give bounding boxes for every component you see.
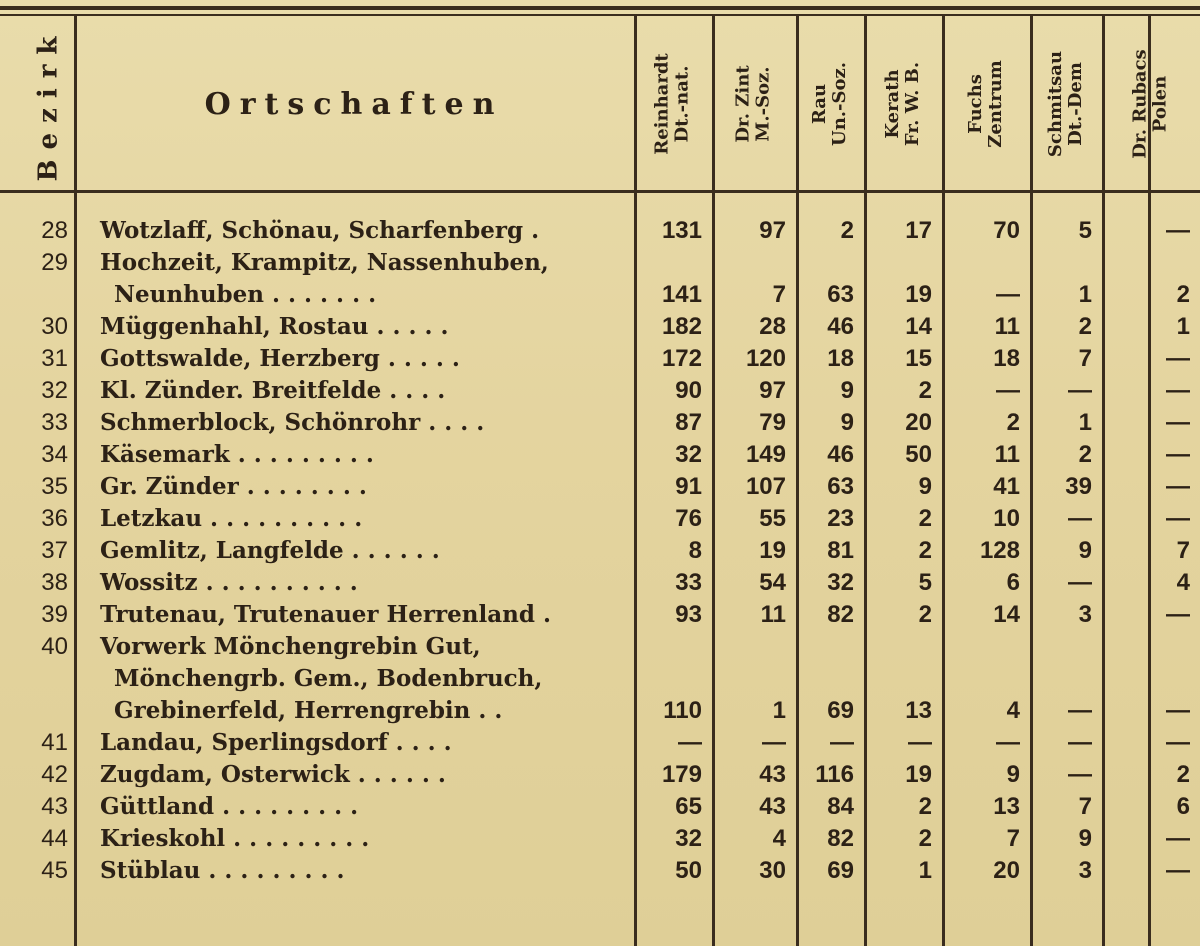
place-name: Vorwerk Mönchengrebin Gut, bbox=[100, 633, 481, 660]
bezirk-number: 37 bbox=[41, 537, 68, 564]
vote-count: — bbox=[1068, 729, 1092, 756]
vote-count: 131 bbox=[661, 217, 702, 244]
vote-count: 87 bbox=[675, 409, 702, 436]
vote-count: 14 bbox=[993, 601, 1020, 628]
column-header-line: Rau bbox=[809, 83, 831, 125]
column-header-line: Un.-Soz. bbox=[829, 61, 851, 147]
place-name: Gemlitz, Langfelde . . . . . . bbox=[100, 537, 440, 564]
place-name: Trutenau, Trutenauer Herrenland . bbox=[100, 601, 551, 628]
vote-count: 9 bbox=[840, 409, 854, 436]
column-divider bbox=[1030, 14, 1033, 946]
column-header-line: Polen bbox=[1150, 75, 1171, 133]
bezirk-number: 42 bbox=[41, 761, 68, 788]
column-divider bbox=[1102, 14, 1105, 946]
vote-count: 46 bbox=[827, 441, 854, 468]
vote-count: 4 bbox=[1006, 697, 1020, 724]
vote-count: 179 bbox=[661, 761, 702, 788]
vote-count: — bbox=[1068, 569, 1092, 596]
column-header-text bbox=[966, 60, 1006, 148]
vote-count: 1 bbox=[1078, 409, 1092, 436]
place-name: Letzkau . . . . . . . . . . bbox=[100, 505, 363, 532]
vote-count: 9 bbox=[918, 473, 932, 500]
column-header-line: Dt.-Dem bbox=[1065, 62, 1087, 146]
vote-count: — bbox=[1068, 377, 1092, 404]
vote-count: 7 bbox=[1006, 825, 1020, 852]
place-name: Mönchengrb. Gem., Bodenbruch, bbox=[114, 665, 543, 692]
bezirk-number: 34 bbox=[41, 441, 68, 468]
header-bezirk-label: Bezirk bbox=[33, 26, 63, 182]
vote-count: 90 bbox=[675, 377, 702, 404]
vote-count: 2 bbox=[918, 505, 932, 532]
column-header-line: Fr. W. B. bbox=[902, 61, 924, 147]
vote-count: 84 bbox=[827, 793, 854, 820]
vote-count: 20 bbox=[993, 857, 1020, 884]
bezirk-number: 39 bbox=[41, 601, 68, 628]
column-header-line: Fuchs bbox=[965, 74, 987, 134]
bezirk-number: 32 bbox=[41, 377, 68, 404]
column-header bbox=[800, 20, 860, 188]
column-header bbox=[716, 20, 792, 188]
vote-count: 172 bbox=[661, 345, 702, 372]
place-name: Stüblau . . . . . . . . . bbox=[100, 857, 345, 884]
vote-count: 82 bbox=[827, 825, 854, 852]
vote-count: 41 bbox=[993, 473, 1020, 500]
vote-count: 9 bbox=[1078, 537, 1092, 564]
vote-count: 7 bbox=[1078, 793, 1092, 820]
column-header-line: Zentrum bbox=[985, 60, 1007, 148]
vote-count: 69 bbox=[827, 697, 854, 724]
bezirk-number: 41 bbox=[41, 729, 68, 756]
vote-count: 19 bbox=[905, 761, 932, 788]
column-header-text bbox=[810, 62, 850, 146]
place-name: Gr. Zünder . . . . . . . . bbox=[100, 473, 367, 500]
vote-count: 7 bbox=[1176, 537, 1190, 564]
vote-count: 7 bbox=[1078, 345, 1092, 372]
vote-count: 81 bbox=[827, 537, 854, 564]
vote-count: 91 bbox=[675, 473, 702, 500]
place-name: Gottswalde, Herzberg . . . . . bbox=[100, 345, 460, 372]
vote-count: 182 bbox=[661, 313, 702, 340]
vote-count: — bbox=[830, 729, 854, 756]
vote-count: 11 bbox=[760, 601, 786, 628]
vote-count: 10 bbox=[993, 505, 1020, 532]
vote-count: 19 bbox=[759, 537, 786, 564]
vote-count: 6 bbox=[1006, 569, 1020, 596]
vote-count: — bbox=[1068, 505, 1092, 532]
vote-count: 2 bbox=[1078, 441, 1092, 468]
place-name: Wossitz . . . . . . . . . . bbox=[100, 569, 358, 596]
vote-count: 4 bbox=[772, 825, 786, 852]
bezirk-number: 45 bbox=[41, 857, 68, 884]
vote-count: — bbox=[996, 281, 1020, 308]
place-name: Schmerblock, Schönrohr . . . . bbox=[100, 409, 485, 436]
bezirk-number: 33 bbox=[41, 409, 68, 436]
vote-count: 93 bbox=[675, 601, 702, 628]
vote-count: 2 bbox=[918, 377, 932, 404]
column-header bbox=[868, 20, 938, 188]
column-divider bbox=[712, 14, 715, 946]
column-divider bbox=[634, 14, 637, 946]
vote-count: 107 bbox=[745, 473, 786, 500]
vote-count: 110 bbox=[663, 697, 702, 724]
vote-count: 1 bbox=[918, 857, 932, 884]
vote-count: 32 bbox=[827, 569, 854, 596]
column-divider bbox=[864, 14, 867, 946]
place-name: Grebinerfeld, Herrengrebin . . bbox=[114, 697, 503, 724]
top-rule-thin bbox=[0, 14, 1200, 16]
vote-count: — bbox=[1166, 377, 1190, 404]
vote-count: 33 bbox=[675, 569, 702, 596]
bezirk-number: 31 bbox=[41, 345, 68, 372]
vote-count: 69 bbox=[827, 857, 854, 884]
vote-count: 1 bbox=[1176, 313, 1190, 340]
vote-count: 9 bbox=[1078, 825, 1092, 852]
vote-count: 65 bbox=[675, 793, 702, 820]
vote-count: — bbox=[1166, 345, 1190, 372]
bezirk-number: 29 bbox=[41, 249, 68, 276]
column-header-text bbox=[653, 53, 693, 154]
vote-count: 2 bbox=[840, 217, 854, 244]
vote-count: 2 bbox=[1176, 281, 1190, 308]
vote-count: — bbox=[762, 729, 786, 756]
vote-count: 23 bbox=[827, 505, 854, 532]
vote-count: — bbox=[1166, 217, 1190, 244]
bezirk-number: 28 bbox=[41, 217, 68, 244]
place-name: Neunhuben . . . . . . . bbox=[114, 281, 377, 308]
top-rule bbox=[0, 6, 1200, 10]
place-name: Kl. Zünder. Breitfelde . . . . bbox=[100, 377, 446, 404]
vote-count: 149 bbox=[745, 441, 786, 468]
vote-count: — bbox=[1068, 697, 1092, 724]
vote-count: 82 bbox=[827, 601, 854, 628]
vote-count: 50 bbox=[905, 441, 932, 468]
column-header-line: Reinhardt bbox=[652, 53, 674, 155]
vote-count: 55 bbox=[759, 505, 786, 532]
vote-count: 1 bbox=[772, 697, 786, 724]
bezirk-number: 30 bbox=[41, 313, 68, 340]
vote-count: 9 bbox=[1006, 761, 1020, 788]
column-divider bbox=[796, 14, 799, 946]
vote-count: — bbox=[1166, 857, 1190, 884]
vote-count: 5 bbox=[1078, 217, 1092, 244]
vote-count: — bbox=[1068, 761, 1092, 788]
column-header-line: Schmitsau bbox=[1045, 50, 1067, 158]
vote-count: 46 bbox=[827, 313, 854, 340]
vote-count: 2 bbox=[918, 793, 932, 820]
vote-count: 2 bbox=[1006, 409, 1020, 436]
vote-count: 15 bbox=[905, 345, 932, 372]
vote-count: — bbox=[996, 377, 1020, 404]
vote-count: — bbox=[1166, 697, 1190, 724]
vote-count: 28 bbox=[759, 313, 786, 340]
vote-count: 70 bbox=[993, 217, 1020, 244]
column-header bbox=[638, 20, 708, 188]
column-header bbox=[1106, 20, 1196, 188]
vote-count: 4 bbox=[1176, 569, 1190, 596]
vote-count: 18 bbox=[827, 345, 854, 372]
vote-count: 141 bbox=[661, 281, 702, 308]
vote-count: 97 bbox=[759, 217, 786, 244]
column-header-text bbox=[734, 65, 774, 142]
header-rule bbox=[0, 190, 1200, 193]
place-name: Wotzlaff, Schönau, Scharfenberg . bbox=[100, 217, 540, 244]
vote-count: 8 bbox=[688, 537, 702, 564]
bezirk-number: 44 bbox=[41, 825, 68, 852]
vote-count: 1 bbox=[1078, 281, 1092, 308]
vote-count: 43 bbox=[759, 793, 786, 820]
vote-count: 32 bbox=[675, 441, 702, 468]
bezirk-number: 43 bbox=[41, 793, 68, 820]
place-name: Hochzeit, Krampitz, Nassenhuben, bbox=[100, 249, 549, 276]
vote-count: 39 bbox=[1065, 473, 1092, 500]
vote-count: 13 bbox=[993, 793, 1020, 820]
vote-count: 19 bbox=[905, 281, 932, 308]
vote-count: 7 bbox=[772, 281, 786, 308]
vote-count: 11 bbox=[994, 313, 1020, 340]
vote-count: 2 bbox=[918, 537, 932, 564]
bezirk-number: 35 bbox=[41, 473, 68, 500]
vote-count: — bbox=[1166, 409, 1190, 436]
vote-count: 128 bbox=[979, 537, 1020, 564]
header-ortschaften: Ortschaften bbox=[204, 86, 504, 122]
vote-count: 30 bbox=[759, 857, 786, 884]
vote-count: — bbox=[1166, 601, 1190, 628]
vote-count: 50 bbox=[675, 857, 702, 884]
vote-count: — bbox=[1166, 473, 1190, 500]
vote-count: — bbox=[1166, 505, 1190, 532]
vote-count: 2 bbox=[918, 601, 932, 628]
column-header-line: Dr. Rubacs bbox=[1130, 49, 1151, 159]
vote-count: — bbox=[996, 729, 1020, 756]
header-bezirk bbox=[28, 24, 68, 184]
vote-count: 6 bbox=[1176, 793, 1190, 820]
vote-count: 2 bbox=[1078, 313, 1092, 340]
column-divider bbox=[942, 14, 945, 946]
vote-count: 43 bbox=[759, 761, 786, 788]
vote-count: 3 bbox=[1078, 601, 1092, 628]
vote-count: 14 bbox=[905, 313, 932, 340]
vote-count: — bbox=[1166, 441, 1190, 468]
vote-count: 54 bbox=[759, 569, 786, 596]
vote-count: 76 bbox=[675, 505, 702, 532]
place-name: Zugdam, Osterwick . . . . . . bbox=[100, 761, 446, 788]
vote-count: — bbox=[1166, 729, 1190, 756]
vote-count: 63 bbox=[827, 281, 854, 308]
vote-count: 11 bbox=[994, 441, 1020, 468]
vote-count: 32 bbox=[675, 825, 702, 852]
vote-count: 17 bbox=[905, 217, 932, 244]
column-header-text bbox=[1046, 51, 1086, 157]
vote-count: 63 bbox=[827, 473, 854, 500]
bezirk-number: 40 bbox=[41, 633, 68, 660]
vote-count: 5 bbox=[918, 569, 932, 596]
column-header-line: Kerath bbox=[882, 69, 904, 139]
place-name: Landau, Sperlingsdorf . . . . bbox=[100, 729, 452, 756]
column-header-text bbox=[883, 62, 923, 146]
vote-count: 18 bbox=[993, 345, 1020, 372]
vote-count: — bbox=[678, 729, 702, 756]
vote-count: 120 bbox=[745, 345, 786, 372]
column-header-line: Dt.-nat. bbox=[672, 65, 694, 143]
vote-count: — bbox=[1166, 825, 1190, 852]
vote-count: 3 bbox=[1078, 857, 1092, 884]
vote-count: 2 bbox=[1176, 761, 1190, 788]
bezirk-number: 36 bbox=[41, 505, 68, 532]
column-header bbox=[1034, 20, 1098, 188]
column-header-line: M.-Soz. bbox=[753, 66, 775, 142]
place-name: Güttland . . . . . . . . . bbox=[100, 793, 359, 820]
vote-count: 20 bbox=[905, 409, 932, 436]
column-divider bbox=[74, 14, 77, 946]
vote-count: 13 bbox=[905, 697, 932, 724]
column-header-line: Dr. Zint bbox=[733, 65, 755, 143]
column-header bbox=[946, 20, 1026, 188]
vote-count: 116 bbox=[815, 761, 854, 788]
place-name: Müggenhahl, Rostau . . . . . bbox=[100, 313, 449, 340]
vote-count: 79 bbox=[759, 409, 786, 436]
vote-count: 9 bbox=[840, 377, 854, 404]
vote-count: 2 bbox=[918, 825, 932, 852]
bezirk-number: 38 bbox=[41, 569, 68, 596]
place-name: Krieskohl . . . . . . . . . bbox=[100, 825, 370, 852]
vote-count: 97 bbox=[759, 377, 786, 404]
vote-count: — bbox=[908, 729, 932, 756]
column-header-text bbox=[1131, 49, 1171, 158]
place-name: Käsemark . . . . . . . . . bbox=[100, 441, 374, 468]
